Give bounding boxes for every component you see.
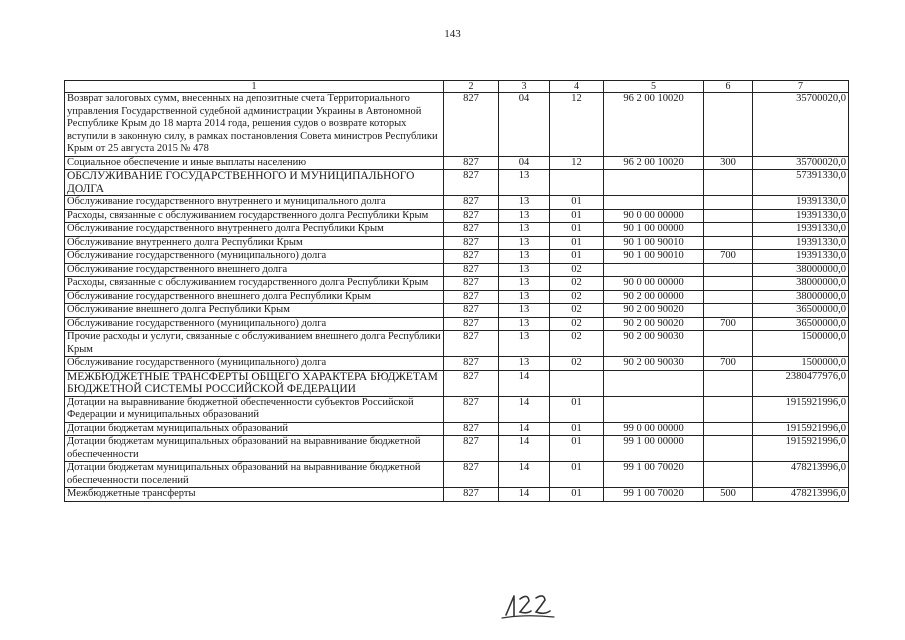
- row-subsection-code: 01: [550, 436, 604, 462]
- table-row: [65, 196, 849, 210]
- table-row: [65, 156, 849, 170]
- row-subsection-code: 01: [550, 250, 604, 264]
- row-section-code: 13: [499, 263, 550, 277]
- row-subsection-code: 12: [550, 93, 604, 157]
- row-expense-type-code: 700: [704, 317, 753, 331]
- row-name: Расходы, связанные с обслуживанием государственного долга Республики Крым: [65, 277, 444, 291]
- row-target-code: 90 1 00 00000: [604, 223, 704, 237]
- row-target-code: [604, 263, 704, 277]
- row-admin-code: 827: [444, 331, 499, 357]
- row-amount: 35700020,0: [753, 156, 849, 170]
- row-target-code: [604, 396, 704, 422]
- row-name: Обслуживание государственного внешнего долга Республики Крым: [65, 290, 444, 304]
- row-expense-type-code: [704, 93, 753, 157]
- row-amount: 36500000,0: [753, 317, 849, 331]
- row-admin-code: 827: [444, 422, 499, 436]
- row-section-code: 14: [499, 422, 550, 436]
- row-expense-type-code: 300: [704, 156, 753, 170]
- table-row: [65, 277, 849, 291]
- row-expense-type-code: [704, 370, 753, 396]
- row-subsection-code: 02: [550, 263, 604, 277]
- row-name: Дотации бюджетам муниципальных образований на выравнивание бюджетной обеспеченности: [65, 436, 444, 462]
- row-section-code: 13: [499, 317, 550, 331]
- row-subsection-code: 01: [550, 488, 604, 502]
- row-admin-code: 827: [444, 488, 499, 502]
- table-row: [65, 462, 849, 488]
- row-admin-code: 827: [444, 436, 499, 462]
- row-admin-code: 827: [444, 462, 499, 488]
- row-section-code: 14: [499, 462, 550, 488]
- row-section-code: 13: [499, 357, 550, 371]
- row-admin-code: 827: [444, 209, 499, 223]
- row-amount: 36500000,0: [753, 304, 849, 318]
- row-amount: 19391330,0: [753, 223, 849, 237]
- row-section-code: 13: [499, 304, 550, 318]
- row-amount: 38000000,0: [753, 290, 849, 304]
- table-row: [65, 317, 849, 331]
- row-target-code: [604, 196, 704, 210]
- table-row: [65, 357, 849, 371]
- row-name: Прочие расходы и услуги, связанные с обслуживанием внешнего долга Республики Крым: [65, 331, 444, 357]
- row-section-code: 14: [499, 370, 550, 396]
- row-section-code: 13: [499, 223, 550, 237]
- row-subsection-code: [550, 370, 604, 396]
- row-amount: 19391330,0: [753, 196, 849, 210]
- table-row: [65, 436, 849, 462]
- row-admin-code: 827: [444, 357, 499, 371]
- row-amount: 478213996,0: [753, 462, 849, 488]
- row-section-code: 14: [499, 436, 550, 462]
- table-row: [65, 93, 849, 157]
- row-name: Расходы, связанные с обслуживанием государственного долга Республики Крым: [65, 209, 444, 223]
- row-expense-type-code: [704, 170, 753, 196]
- row-subsection-code: 01: [550, 462, 604, 488]
- row-name: Обслуживание государственного (муниципального) долга: [65, 357, 444, 371]
- row-subsection-code: 12: [550, 156, 604, 170]
- table-row: [65, 170, 849, 196]
- column-header: 7: [753, 81, 849, 93]
- row-expense-type-code: 500: [704, 488, 753, 502]
- row-name: Обслуживание государственного внутреннего и муниципального долга: [65, 196, 444, 210]
- row-name: Дотации бюджетам муниципальных образований: [65, 422, 444, 436]
- column-header: 1: [65, 81, 444, 93]
- row-subsection-code: 02: [550, 317, 604, 331]
- row-expense-type-code: 700: [704, 250, 753, 264]
- row-admin-code: 827: [444, 277, 499, 291]
- row-name: Социальное обеспечение и иные выплаты населению: [65, 156, 444, 170]
- row-subsection-code: 02: [550, 277, 604, 291]
- row-target-code: 90 1 00 90010: [604, 250, 704, 264]
- row-subsection-code: 01: [550, 236, 604, 250]
- row-admin-code: 827: [444, 370, 499, 396]
- row-admin-code: 827: [444, 196, 499, 210]
- table-row: [65, 331, 849, 357]
- row-name: Обслуживание государственного (муниципального) долга: [65, 250, 444, 264]
- row-name: Дотации бюджетам муниципальных образований на выравнивание бюджетной обеспеченности поселений: [65, 462, 444, 488]
- row-admin-code: 827: [444, 156, 499, 170]
- row-section-code: 13: [499, 196, 550, 210]
- table-body: [65, 93, 849, 502]
- row-target-code: 99 1 00 70020: [604, 488, 704, 502]
- row-target-code: 90 2 00 90020: [604, 317, 704, 331]
- row-name: Межбюджетные трансферты: [65, 488, 444, 502]
- row-name: ОБСЛУЖИВАНИЕ ГОСУДАРСТВЕННОГО И МУНИЦИПАЛЬНОГО ДОЛГА: [65, 170, 444, 196]
- row-section-code: 13: [499, 209, 550, 223]
- row-subsection-code: 02: [550, 331, 604, 357]
- row-expense-type-code: [704, 277, 753, 291]
- table-row: [65, 223, 849, 237]
- row-expense-type-code: [704, 290, 753, 304]
- row-subsection-code: 02: [550, 290, 604, 304]
- row-target-code: 99 0 00 00000: [604, 422, 704, 436]
- row-admin-code: 827: [444, 236, 499, 250]
- row-amount: 2380477976,0: [753, 370, 849, 396]
- column-header: 5: [604, 81, 704, 93]
- column-header: 4: [550, 81, 604, 93]
- row-target-code: 90 0 00 00000: [604, 209, 704, 223]
- row-target-code: 90 2 00 00000: [604, 290, 704, 304]
- row-admin-code: 827: [444, 304, 499, 318]
- row-target-code: 99 1 00 70020: [604, 462, 704, 488]
- row-name: Обслуживание государственного (муниципального) долга: [65, 317, 444, 331]
- row-expense-type-code: [704, 436, 753, 462]
- row-name: Обслуживание государственного внешнего долга: [65, 263, 444, 277]
- row-target-code: 99 1 00 00000: [604, 436, 704, 462]
- column-header: 3: [499, 81, 550, 93]
- table-row: [65, 209, 849, 223]
- row-expense-type-code: 700: [704, 357, 753, 371]
- row-amount: 1500000,0: [753, 357, 849, 371]
- row-subsection-code: 01: [550, 223, 604, 237]
- table-row: [65, 304, 849, 318]
- row-name: Обслуживание государственного внутреннего долга Республики Крым: [65, 223, 444, 237]
- table-row: [65, 263, 849, 277]
- row-amount: 19391330,0: [753, 209, 849, 223]
- row-expense-type-code: [704, 236, 753, 250]
- row-admin-code: 827: [444, 290, 499, 304]
- row-section-code: 13: [499, 170, 550, 196]
- table-row: [65, 422, 849, 436]
- budget-table: [64, 80, 849, 502]
- column-header: 2: [444, 81, 499, 93]
- row-section-code: 13: [499, 250, 550, 264]
- table-row: [65, 370, 849, 396]
- row-section-code: 13: [499, 277, 550, 291]
- row-amount: 1915921996,0: [753, 436, 849, 462]
- row-amount: 1915921996,0: [753, 396, 849, 422]
- row-amount: 1915921996,0: [753, 422, 849, 436]
- row-section-code: 13: [499, 236, 550, 250]
- row-expense-type-code: [704, 462, 753, 488]
- row-name: Дотации на выравнивание бюджетной обеспеченности субъектов Российской Федерации и муниципальных образований: [65, 396, 444, 422]
- row-subsection-code: 01: [550, 396, 604, 422]
- row-admin-code: 827: [444, 250, 499, 264]
- row-target-code: 90 1 00 90010: [604, 236, 704, 250]
- row-subsection-code: 01: [550, 196, 604, 210]
- row-amount: 35700020,0: [753, 93, 849, 157]
- row-admin-code: 827: [444, 317, 499, 331]
- row-expense-type-code: [704, 223, 753, 237]
- handwritten-page-number-icon: [500, 590, 556, 620]
- row-expense-type-code: [704, 263, 753, 277]
- row-admin-code: 827: [444, 223, 499, 237]
- row-subsection-code: [550, 170, 604, 196]
- row-expense-type-code: [704, 209, 753, 223]
- row-subsection-code: 02: [550, 357, 604, 371]
- row-subsection-code: 02: [550, 304, 604, 318]
- table-row: [65, 236, 849, 250]
- row-expense-type-code: [704, 422, 753, 436]
- row-name: Обслуживание внутреннего долга Республики Крым: [65, 236, 444, 250]
- row-name: МЕЖБЮДЖЕТНЫЕ ТРАНСФЕРТЫ ОБЩЕГО ХАРАКТЕРА БЮДЖЕТАМ БЮДЖЕТНОЙ СИСТЕМЫ РОССИЙСКОЙ ФЕДЕРАЦИИ: [65, 370, 444, 396]
- table-row: [65, 488, 849, 502]
- row-section-code: 04: [499, 93, 550, 157]
- row-expense-type-code: [704, 196, 753, 210]
- row-target-code: 90 2 00 90030: [604, 357, 704, 371]
- row-target-code: 90 2 00 90030: [604, 331, 704, 357]
- row-section-code: 13: [499, 331, 550, 357]
- table-row: [65, 396, 849, 422]
- row-admin-code: 827: [444, 263, 499, 277]
- row-admin-code: 827: [444, 396, 499, 422]
- page-number: 143: [444, 28, 461, 40]
- row-amount: 38000000,0: [753, 263, 849, 277]
- row-expense-type-code: [704, 304, 753, 318]
- table-row: [65, 250, 849, 264]
- row-name: Обслуживание внешнего долга Республики Крым: [65, 304, 444, 318]
- row-target-code: 96 2 00 10020: [604, 93, 704, 157]
- row-section-code: 13: [499, 290, 550, 304]
- row-admin-code: 827: [444, 93, 499, 157]
- row-section-code: 14: [499, 396, 550, 422]
- row-amount: 38000000,0: [753, 277, 849, 291]
- row-amount: 19391330,0: [753, 250, 849, 264]
- row-section-code: 14: [499, 488, 550, 502]
- row-expense-type-code: [704, 396, 753, 422]
- row-amount: 1500000,0: [753, 331, 849, 357]
- row-amount: 478213996,0: [753, 488, 849, 502]
- row-target-code: [604, 370, 704, 396]
- row-target-code: 90 0 00 00000: [604, 277, 704, 291]
- row-section-code: 04: [499, 156, 550, 170]
- row-subsection-code: 01: [550, 422, 604, 436]
- row-amount: 19391330,0: [753, 236, 849, 250]
- row-subsection-code: 01: [550, 209, 604, 223]
- row-target-code: 96 2 00 10020: [604, 156, 704, 170]
- table-row: [65, 290, 849, 304]
- table-header-row: [65, 81, 849, 93]
- row-name: Возврат залоговых сумм, внесенных на депозитные счета Территориального управления Государственной судебной администрации Украины в Автономной Республике Крым до 18 марта 2014 года, решения судов о возврате которых вступили в законную силу, в рамках постановления Совета министров Республики Крым от 25 августа 2015 № 478: [65, 93, 444, 157]
- column-header: 6: [704, 81, 753, 93]
- row-amount: 57391330,0: [753, 170, 849, 196]
- row-target-code: 90 2 00 90020: [604, 304, 704, 318]
- row-expense-type-code: [704, 331, 753, 357]
- row-target-code: [604, 170, 704, 196]
- row-admin-code: 827: [444, 170, 499, 196]
